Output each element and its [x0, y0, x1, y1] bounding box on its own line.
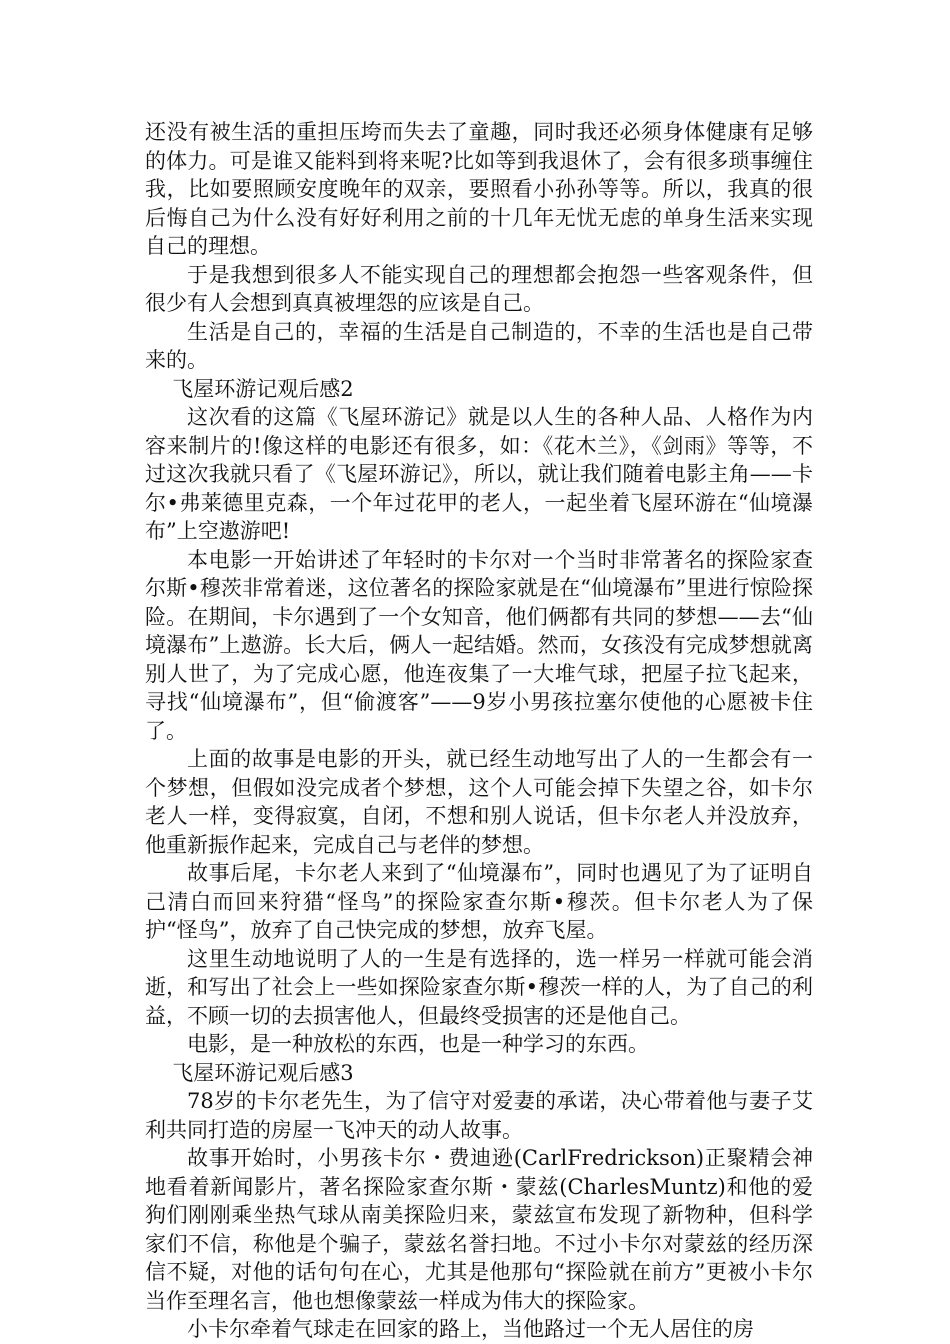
document-body [145, 118, 813, 1344]
paragraph: 生活是自己的，幸福的生活是自己制造的，不幸的生活也是自己带来的。 [145, 319, 813, 372]
paragraph: 本电影一开始讲述了年轻时的卡尔对一个当时非常著名的探险家查尔斯•穆茨非常着迷，这位著名的探险家就是在“仙境瀑布”里进行惊险探险。在期间，卡尔遇到了一个女知音，他们俩都有共同的梦想——去“仙境瀑布”上遨游。长大后，俩人一起结婚。然而，女孩没有完成梦想就离别人世了，为了完成心愿，他连夜集了一大堆气球，把屋子拉飞起来，寻找“仙境瀑布”，但“偷渡客”——9岁小男孩拉塞尔使他的心愿被卡住了。 [145, 547, 813, 743]
section-heading: 飞屋环游记观后感3 [172, 1060, 354, 1085]
paragraph: 这里生动地说明了人的一生是有选择的，选一样另一样就可能会消逝，和写出了社会上一些如探险家查尔斯•穆茨一样的人，为了自己的利益，不顾一切的去损害他人，但最终受损害的还是他自己。 [145, 946, 813, 1028]
paragraph: 于是我想到很多人不能实现自己的理想都会抱怨一些客观条件，但很少有人会想到真真被埋怨的应该是自己。 [145, 262, 813, 315]
paragraph: 上面的故事是电影的开头，就已经生动地写出了人的一生都会有一个梦想，但假如没完成者个梦想，这个人可能会掉下失望之谷，如卡尔老人一样，变得寂寞，自闭，不想和别人说话，但卡尔老人并没放弃，他重新振作起来，完成自己与老伴的梦想。 [145, 747, 813, 857]
paragraph: 故事开始时，小男孩卡尔・费迪逊(CarlFredrickson)正聚精会神地看着新闻影片，著名探险家查尔斯・蒙兹(CharlesMuntz)和他的爱狗们刚刚乘坐热气球从南美探险归来，蒙兹宣布发现了新物种，但科学家们不信，称他是个骗子，蒙兹名誉扫地。不过小卡尔对蒙兹的经历深信不疑，对他的话句句在心，尤其是他那句“探险就在前方”更被小卡尔当作至理名言，他也想像蒙兹一样成为伟大的探险家。 [145, 1146, 813, 1313]
paragraph: 电影，是一种放松的东西，也是一种学习的东西。 [187, 1032, 649, 1056]
paragraph: 这次看的这篇《飞屋环游记》就是以人生的各种人品、人格作为内容来制片的!像这样的电影还有很多，如：《花木兰》，《剑雨》等等，不过这次我就只看了《飞屋环游记》，所以，就让我们随着电影主角——卡尔•弗莱德里克森，一个年过花甲的老人，一起坐着飞屋环游在“仙境瀑布”上空遨游吧! [145, 405, 813, 543]
section-heading: 飞屋环游记观后感2 [172, 376, 354, 401]
paragraph-continued: 还没有被生活的重担压垮而失去了童趣，同时我还必须身体健康有足够的体力。可是谁又能料到将来呢?比如等到我退休了，会有很多琐事缠住我，比如要照顾安度晚年的双亲，要照看小孙孙等等。所以，我真的很后悔自己为什么没有好好利用之前的十几年无忧无虑的单身生活来实现自己的理想。 [145, 120, 813, 258]
paragraph: 小卡尔牵着气球走在回家的路上，当他路过一个无人居住的房 [187, 1317, 754, 1341]
paragraph: 78岁的卡尔老先生，为了信守对爱妻的承诺，决心带着他与妻子艾利共同打造的房屋一飞冲天的动人故事。 [145, 1089, 813, 1142]
paragraph: 故事后尾，卡尔老人来到了“仙境瀑布”，同时也遇见了为了证明自己清白而回来狩猎“怪鸟”的探险家查尔斯•穆茨。但卡尔老人为了保护“怪鸟”，放弃了自己快完成的梦想，放弃飞屋。 [145, 861, 813, 942]
